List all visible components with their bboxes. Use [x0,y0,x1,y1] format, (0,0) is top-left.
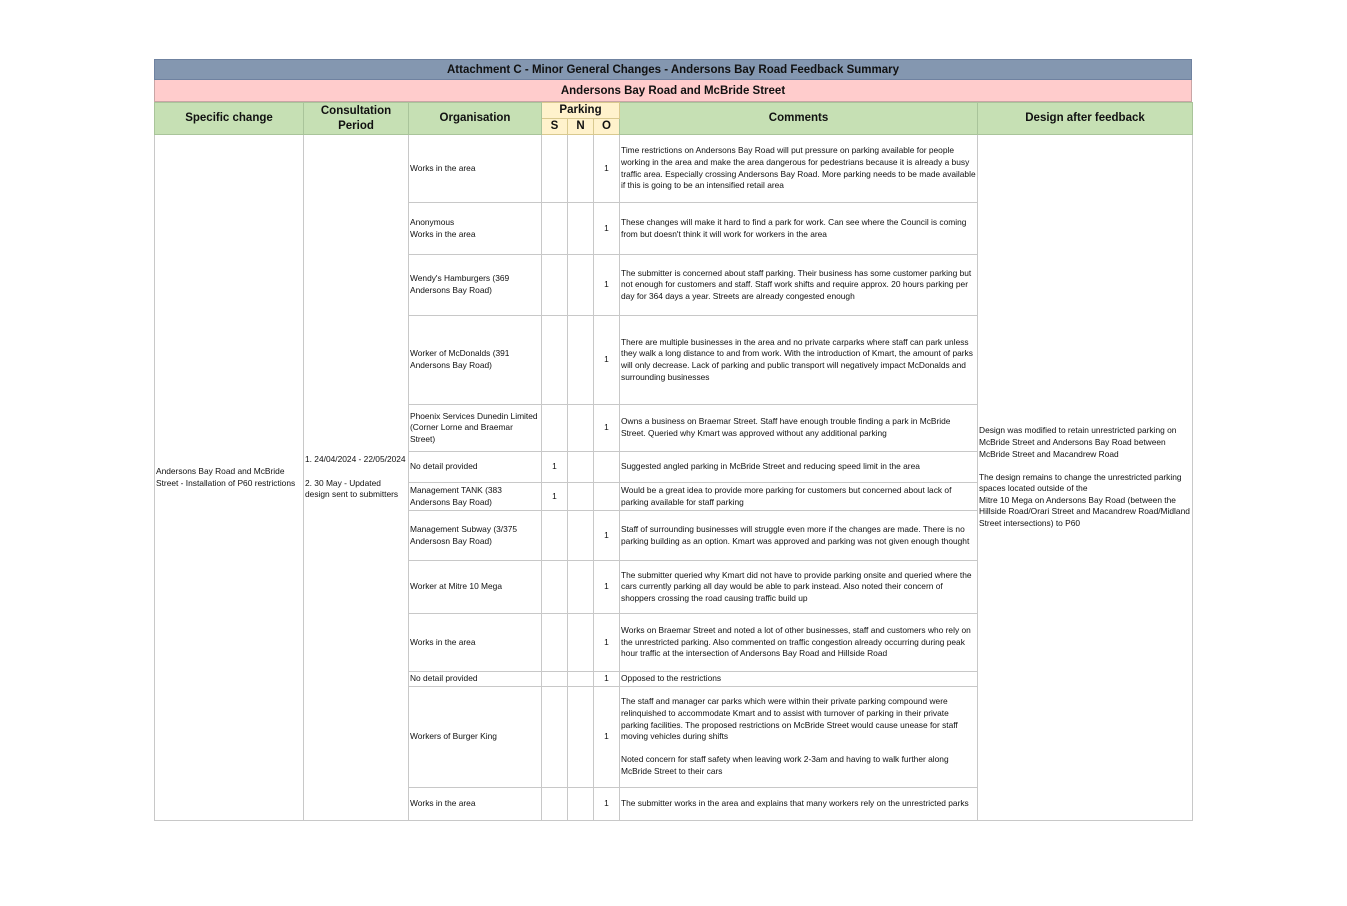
comments-cell [620,687,978,788]
header-parking-o: O [594,119,620,135]
parking-o-cell: 1 [594,203,620,255]
feedback-summary-sheet [154,59,1192,821]
comment-paragraph: Noted concern for staff safety when leaving work 2-3am and having to walk further along McBride Street to their cars [621,754,949,776]
parking-n-cell [568,687,594,788]
comment-paragraph: The staff and manager car parks which were within their private parking compound were relinquished to accommodate Kmart and to assist with turnover of parking in their private parking facilities. The proposed restrictions on McBride Street would cause unease for staff moving vehicles during shifts [621,696,958,742]
header-comments: Comments [620,103,978,135]
header-parking-n: N [568,119,594,135]
parking-n-cell [568,483,594,511]
parking-o-cell: 1 [594,511,620,561]
parking-s-cell: 1 [542,483,568,511]
comments-cell [620,672,978,687]
comment-paragraph: Would be a great idea to provide more parking for customers but concerned about lack of parking available for staff parking [621,484,952,507]
parking-s-cell [542,316,568,405]
header-consultation-period: Consultation Period [304,103,409,135]
organisation-cell [409,614,542,672]
parking-n-cell [568,203,594,255]
parking-n-cell [568,255,594,316]
table-row [155,135,1193,203]
parking-o-cell [594,452,620,483]
comment-paragraph: Staff of surrounding businesses will struggle even more if the changes are made. There is no parking building as an option. Kmart was approved and parking was not given enough thought [621,523,970,546]
parking-n-cell [568,672,594,687]
comments-cell [620,561,978,614]
organisation-cell [409,452,542,483]
organisation-line: Wendy's Hamburgers (369 Andersons Bay Road) [410,273,510,295]
design-after-feedback-cell [978,135,1193,821]
parking-n-cell [568,405,594,452]
comment-paragraph: The submitter works in the area and explains that many workers rely on the unrestricted parks [621,798,969,809]
organisation-cell [409,561,542,614]
organisation-line: Anonymous [410,216,455,227]
organisation-cell [409,687,542,788]
organisation-line: No detail provided [410,461,478,472]
parking-s-cell [542,255,568,316]
organisation-line: Worker at Mitre 10 Mega [410,581,503,592]
design-paragraph: Mitre 10 Mega on Andersons Bay Road (between the Hillside Road/Orari Street and Macandrew Road/Midland Street intersections) to P60 [979,494,1190,529]
parking-o-cell: 1 [594,316,620,405]
organisation-line: Works in the area [410,636,476,647]
comments-cell [620,135,978,203]
comment-paragraph: Time restrictions on Andersons Bay Road will put pressure on parking available for people working in the area and make the area dangerous for pedestrians because it is already a busy traffic area. Especially crossing Andersons Bay Road. More parking needs to be made available if this is going to be an intensified retail area [621,145,976,191]
comment-paragraph: Works on Braemar Street and noted a lot of other businesses, staff and customers who rely on the unrestricted parking. Also commented on traffic congestion already occurring during peak hour traffic at the intersection of Andersons Bay Road and Hillside Road [621,625,971,659]
header-parking-s: S [542,119,568,135]
parking-o-cell [594,483,620,511]
parking-o-cell: 1 [594,561,620,614]
parking-n-cell [568,614,594,672]
parking-s-cell: 1 [542,452,568,483]
comment-paragraph: Opposed to the restrictions [621,673,722,684]
design-paragraph: Design was modified to retain unrestricted parking on McBride Street and Andersons Bay Road between McBride Street and Macandrew Road [979,425,1177,459]
header-specific-change: Specific change [155,103,304,135]
comments-cell [620,788,978,821]
parking-o-cell: 1 [594,255,620,316]
parking-s-cell [542,135,568,203]
organisation-line: Works in the area [410,162,476,173]
consultation-period-line: 1. 24/04/2024 - 22/05/2024 [305,454,406,465]
parking-o-cell: 1 [594,405,620,452]
comment-paragraph: These changes will make it hard to find a park for work. Can see where the Council is coming from but doesn't think it will work for workers in the area [621,216,967,239]
comment-paragraph: The submitter queried why Kmart did not have to provide parking onsite and queried where the cars currently parking all day would be able to park instead. Also noted their concern of shoppers crossing the road causing traffic build up [621,569,972,603]
parking-s-cell [542,788,568,821]
section-title: Andersons Bay Road and McBride Street [154,80,1192,102]
parking-s-cell [542,672,568,687]
parking-n-cell [568,561,594,614]
parking-n-cell [568,511,594,561]
parking-s-cell [542,687,568,788]
comments-cell [620,483,978,511]
feedback-table [154,102,1193,821]
parking-s-cell [542,511,568,561]
parking-o-cell: 1 [594,788,620,821]
organisation-cell [409,135,542,203]
organisation-cell [409,203,542,255]
organisation-cell [409,255,542,316]
comments-cell [620,452,978,483]
parking-n-cell [568,316,594,405]
parking-n-cell [568,135,594,203]
parking-n-cell [568,452,594,483]
parking-o-cell: 1 [594,135,620,203]
comment-paragraph: The submitter is concerned about staff parking. Their business has some customer parking but not enough for customers and staff. Staff work shifts and require approx. 20 hours parking per day for 364 days a year. Streets are already congested enough [621,267,972,301]
organisation-line: Phoenix Services Dunedin Limited (Corner Lorne and Braemar Street) [410,410,538,444]
parking-s-cell [542,203,568,255]
organisation-line: No detail provided [410,673,478,684]
organisation-line: Management TANK (383 Andersons Bay Road) [410,484,502,507]
comments-cell [620,614,978,672]
parking-n-cell [568,788,594,821]
comments-cell [620,511,978,561]
parking-o-cell: 1 [594,687,620,788]
specific-change-cell: Andersons Bay Road and McBride Street - Installation of P60 restrictions [155,135,304,821]
consultation-period-cell [304,135,409,821]
consultation-period-line: 2. 30 May - Updated design sent to submitters [305,477,399,500]
parking-s-cell [542,561,568,614]
sheet-title: Attachment C - Minor General Changes - Andersons Bay Road Feedback Summary [154,59,1192,80]
comment-paragraph: There are multiple businesses in the area and no private carparks where staff can park unless they walk a long distance to and from work. With the introduction of Kmart, the amount of parks will only decrease. Lack of parking and public transport will negatively impact McDonalds and surrounding businesses [621,336,973,382]
organisation-line: Worker of McDonalds (391 Andersons Bay Road) [410,348,510,370]
comments-cell [620,316,978,405]
comments-cell [620,405,978,452]
organisation-line: Management Subway (3/375 Andersosn Bay Road) [410,523,518,546]
parking-s-cell [542,405,568,452]
organisation-cell [409,672,542,687]
comment-paragraph: Owns a business on Braemar Street. Staff have enough trouble finding a park in McBride Street. Queried why Kmart was approved without any additional parking [621,416,951,438]
organisation-cell [409,316,542,405]
comments-cell [620,255,978,316]
comments-cell [620,203,978,255]
organisation-line: Works in the area [410,228,476,239]
parking-o-cell: 1 [594,672,620,687]
parking-o-cell: 1 [594,614,620,672]
organisation-cell [409,788,542,821]
organisation-cell [409,483,542,511]
header-design-after-feedback: Design after feedback [978,103,1193,135]
organisation-cell [409,511,542,561]
design-paragraph: The design remains to change the unrestricted parking spaces located outside of the [979,471,1182,494]
header-organisation: Organisation [409,103,542,135]
parking-s-cell [542,614,568,672]
organisation-cell [409,405,542,452]
organisation-line: Works in the area [410,798,476,809]
comment-paragraph: Suggested angled parking in McBride Street and reducing speed limit in the area [621,461,920,472]
feedback-rows [155,135,1193,821]
header-parking: Parking [542,103,620,119]
organisation-line: Workers of Burger King [410,731,497,742]
